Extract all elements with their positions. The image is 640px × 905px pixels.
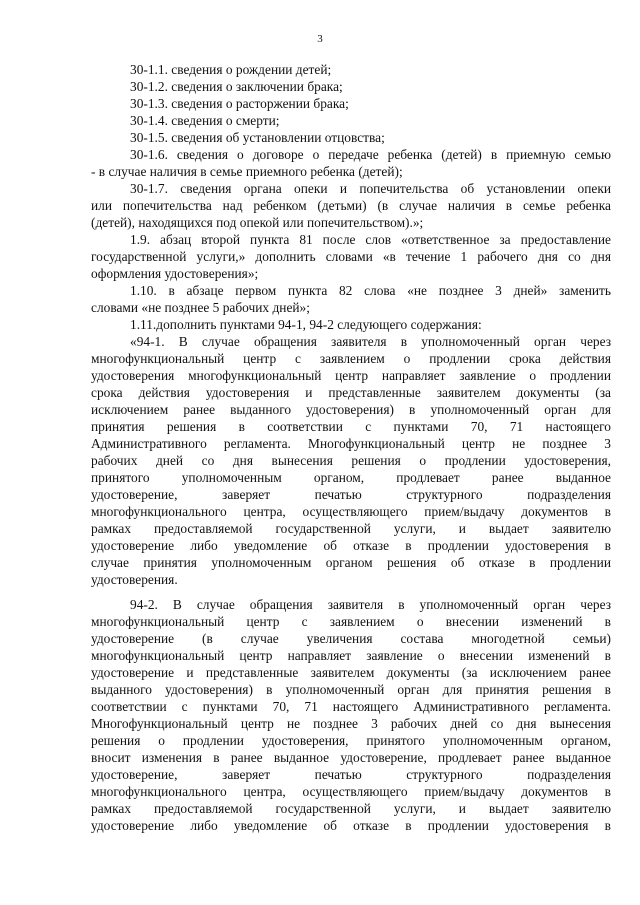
text-line: многофункциональный центр направляет заявление о внесении изменений в bbox=[91, 648, 611, 663]
text-line: «94-1. В случае обращения заявителя в уполномоченный орган через bbox=[130, 334, 611, 349]
text-line: Административного регламента. Многофункциональный центр не позднее 3 bbox=[91, 436, 611, 451]
text-line: удостоверения многофункциональный центр направляет заявление о продлении bbox=[91, 368, 611, 383]
text-line: Многофункциональный центр не позднее 3 рабочих дней со дня вынесения bbox=[91, 716, 611, 731]
text-line: многофункциональный центр с заявлением о продлении срока действия bbox=[91, 351, 611, 366]
text-line: удостоверение (в случае увеличения состава многодетной семьи) bbox=[91, 631, 611, 646]
text-line: 30-1.4. сведения о смерти; bbox=[130, 113, 280, 128]
text-line: соответствии с пунктами 70, 71 настоящего Административного регламента. bbox=[91, 699, 611, 714]
text-line: решения о продлении удостоверения, принятого уполномоченным органом, bbox=[91, 733, 611, 748]
text-line: удостоверение либо уведомление об отказе в продлении удостоверения в bbox=[91, 538, 611, 553]
text-line: 1.11.дополнить пунктами 94-1, 94-2 следующего содержания: bbox=[130, 317, 482, 332]
text-line: удостоверения. bbox=[91, 572, 178, 587]
text-line: рабочих дней со дня вынесения решения о продлении удостоверения, bbox=[91, 453, 611, 468]
text-line: 94-2. В случае обращения заявителя в уполномоченный орган через bbox=[130, 597, 611, 612]
text-line: словами «не позднее 5 рабочих дней»; bbox=[91, 300, 310, 315]
text-line: выданного удостоверения) в уполномоченный орган для принятия решения в bbox=[91, 682, 611, 697]
text-line: многофункционального центра, осуществляющего прием/выдачу документов в bbox=[91, 784, 611, 799]
text-line: 1.10. в абзаце первом пункта 82 слова «не позднее 3 дней» заменить bbox=[130, 283, 611, 298]
text-line: удостоверение, заверяет печатью структурного подразделения bbox=[91, 767, 611, 782]
text-line: удостоверение и представленные заявителем документы (за исключением ранее bbox=[91, 665, 611, 680]
text-line: 30-1.3. сведения о расторжении брака; bbox=[130, 96, 349, 111]
text-line: 30-1.7. сведения органа опеки и попечительства об установлении опеки bbox=[130, 181, 611, 196]
text-line: принятия решения в соответствии с пунктами 70, 71 настоящего bbox=[91, 419, 611, 434]
text-line: 1.9. абзац второй пункта 81 после слов «ответственное за предоставление bbox=[130, 232, 611, 247]
text-line: 30-1.5. сведения об установлении отцовства; bbox=[130, 130, 385, 145]
page-number: 3 bbox=[317, 33, 323, 45]
text-line: многофункциональный центр с заявлением о внесении изменений в bbox=[91, 614, 611, 629]
text-line: 30-1.1. сведения о рождении детей; bbox=[130, 62, 332, 77]
text-line: удостоверение либо уведомление об отказе в продлении удостоверения в bbox=[91, 818, 611, 833]
text-line: удостоверение, заверяет печатью структурного подразделения bbox=[91, 487, 611, 502]
text-line: государственной услуги,» дополнить словами «в течение 1 рабочего дня со дня bbox=[91, 249, 611, 264]
text-line: рамках предоставляемой государственной услуги, и выдает заявителю bbox=[91, 521, 611, 536]
text-line: (детей), находящихся под опекой или попечительством).»; bbox=[91, 215, 424, 230]
text-line: случае принятия уполномоченным органом решения об отказе в продлении bbox=[91, 555, 611, 570]
text-line: принятого уполномоченным органом, продлевает ранее выданное bbox=[91, 470, 611, 485]
text-line: оформления удостоверения»; bbox=[91, 266, 259, 281]
text-line: 30-1.6. сведения о договоре о передаче ребенка (детей) в приемную семью bbox=[130, 147, 611, 162]
text-line: - в случае наличия в семье приемного ребенка (детей); bbox=[91, 164, 403, 179]
text-line: многофункционального центра, осуществляющего прием/выдачу документов в bbox=[91, 504, 611, 519]
text-line: 30-1.2. сведения о заключении брака; bbox=[130, 79, 343, 94]
text-line: рамках предоставляемой государственной услуги, и выдает заявителю bbox=[91, 801, 611, 816]
text-line: или попечительства над ребенком (детьми) (в случае наличия в семье ребенка bbox=[91, 198, 611, 213]
text-line: исключением ранее выданного удостоверения) в уполномоченный орган для bbox=[91, 402, 611, 417]
text-line: вносит изменения в ранее выданное удостоверение, продлевает ранее выданное bbox=[91, 750, 611, 765]
text-line: срока действия удостоверения и представленные заявителем документы (за bbox=[91, 385, 611, 400]
